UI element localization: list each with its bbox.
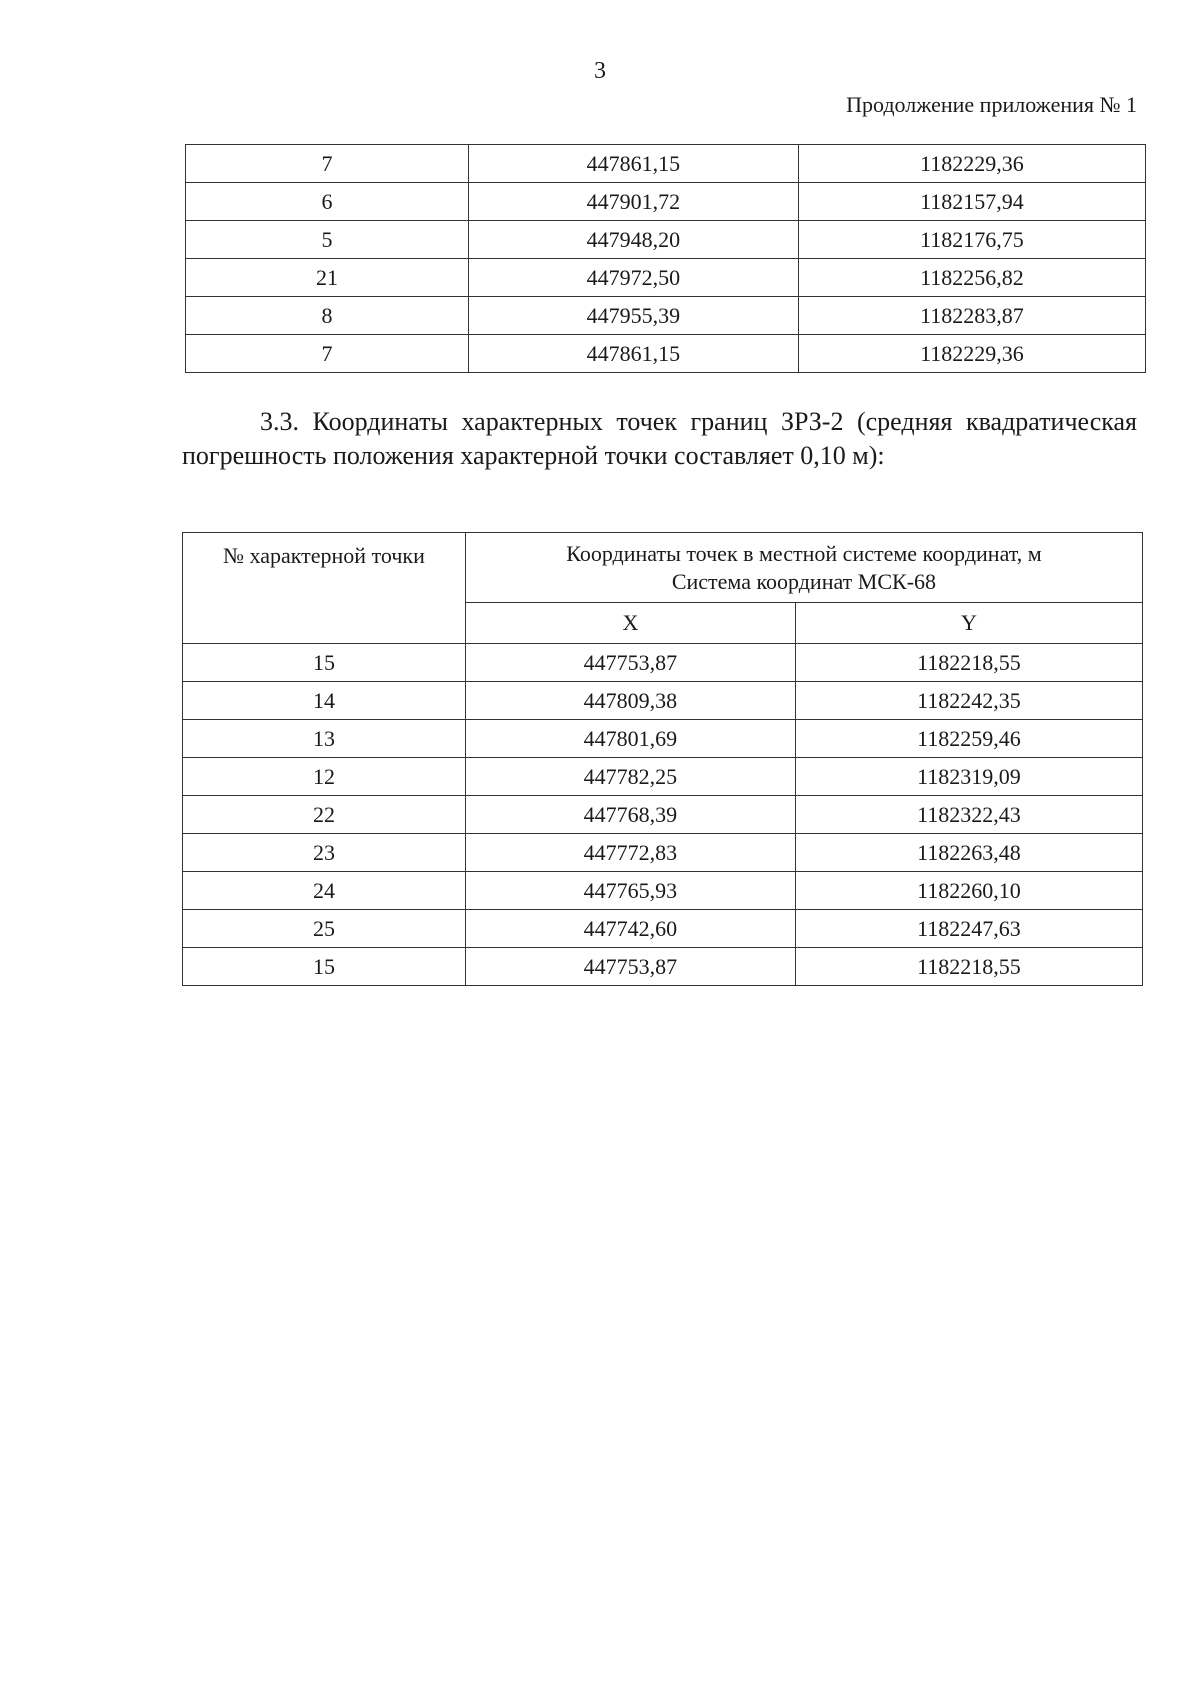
cell-point-number: 13 [183, 720, 466, 758]
cell-y: 1182176,75 [798, 221, 1145, 259]
cell-point-number: 15 [183, 644, 466, 682]
cell-point-number: 15 [183, 948, 466, 986]
cell-x: 447901,72 [468, 183, 798, 221]
cell-x: 447955,39 [468, 297, 798, 335]
cell-point-number: 14 [183, 682, 466, 720]
cell-x: 447809,38 [465, 682, 795, 720]
table-body [186, 145, 1146, 373]
cell-x: 447861,15 [468, 335, 798, 373]
coordinates-table-continued [185, 144, 1146, 373]
coordinates-table-zrz-2 [182, 532, 1143, 986]
cell-y: 1182218,55 [795, 948, 1142, 986]
cell-x: 447972,50 [468, 259, 798, 297]
table-row [183, 834, 1143, 872]
table-row [186, 335, 1146, 373]
cell-y: 1182319,09 [795, 758, 1142, 796]
cell-point-number: 21 [186, 259, 469, 297]
cell-point-number: 6 [186, 183, 469, 221]
table-row [186, 183, 1146, 221]
cell-y: 1182218,55 [795, 644, 1142, 682]
header-x: X [465, 603, 795, 644]
table-row [183, 682, 1143, 720]
table-row [183, 796, 1143, 834]
cell-x: 447765,93 [465, 872, 795, 910]
table-row [186, 259, 1146, 297]
table-row [183, 872, 1143, 910]
cell-point-number: 24 [183, 872, 466, 910]
cell-y: 1182229,36 [798, 335, 1145, 373]
header-y: Y [795, 603, 1142, 644]
table-header [183, 533, 1143, 644]
cell-y: 1182259,46 [795, 720, 1142, 758]
table-row [183, 644, 1143, 682]
cell-y: 1182283,87 [798, 297, 1145, 335]
cell-x: 447772,83 [465, 834, 795, 872]
table-row [183, 758, 1143, 796]
table-row [186, 297, 1146, 335]
cell-x: 447782,25 [465, 758, 795, 796]
cell-y: 1182242,35 [795, 682, 1142, 720]
section-paragraph [182, 405, 1137, 473]
cell-point-number: 7 [186, 145, 469, 183]
cell-point-number: 23 [183, 834, 466, 872]
cell-x: 447753,87 [465, 644, 795, 682]
cell-x: 447801,69 [465, 720, 795, 758]
table-row [183, 910, 1143, 948]
cell-point-number: 5 [186, 221, 469, 259]
header-point-number: № характерной точки [183, 533, 466, 644]
cell-y: 1182157,94 [798, 183, 1145, 221]
cell-x: 447742,60 [465, 910, 795, 948]
page-number: 3 [594, 58, 606, 84]
table-row [186, 221, 1146, 259]
section-number: 3.3. [260, 407, 299, 436]
section-text: Координаты характерных точек границ ЗРЗ-2 (средняя квадратическая погрешность положения характерной точки составляет 0,10 м): [182, 407, 1137, 470]
cell-point-number: 12 [183, 758, 466, 796]
cell-x: 447861,15 [468, 145, 798, 183]
cell-x: 447753,87 [465, 948, 795, 986]
cell-y: 1182256,82 [798, 259, 1145, 297]
header-coordinates-line1: Координаты точек в местной системе координат, м [566, 540, 1042, 566]
cell-y: 1182260,10 [795, 872, 1142, 910]
table-row [186, 145, 1146, 183]
cell-point-number: 8 [186, 297, 469, 335]
cell-point-number: 25 [183, 910, 466, 948]
cell-y: 1182247,63 [795, 910, 1142, 948]
table-body [183, 644, 1143, 986]
table-row [183, 948, 1143, 986]
cell-y: 1182263,48 [795, 834, 1142, 872]
cell-x: 447948,20 [468, 221, 798, 259]
header-coordinates-line2: Система координат МСК-68 [671, 568, 937, 594]
cell-y: 1182229,36 [798, 145, 1145, 183]
cell-x: 447768,39 [465, 796, 795, 834]
appendix-note: Продолжение приложения № 1 [846, 92, 1137, 117]
header-coordinates [465, 533, 1142, 603]
cell-y: 1182322,43 [795, 796, 1142, 834]
cell-point-number: 7 [186, 335, 469, 373]
table-row [183, 720, 1143, 758]
cell-point-number: 22 [183, 796, 466, 834]
